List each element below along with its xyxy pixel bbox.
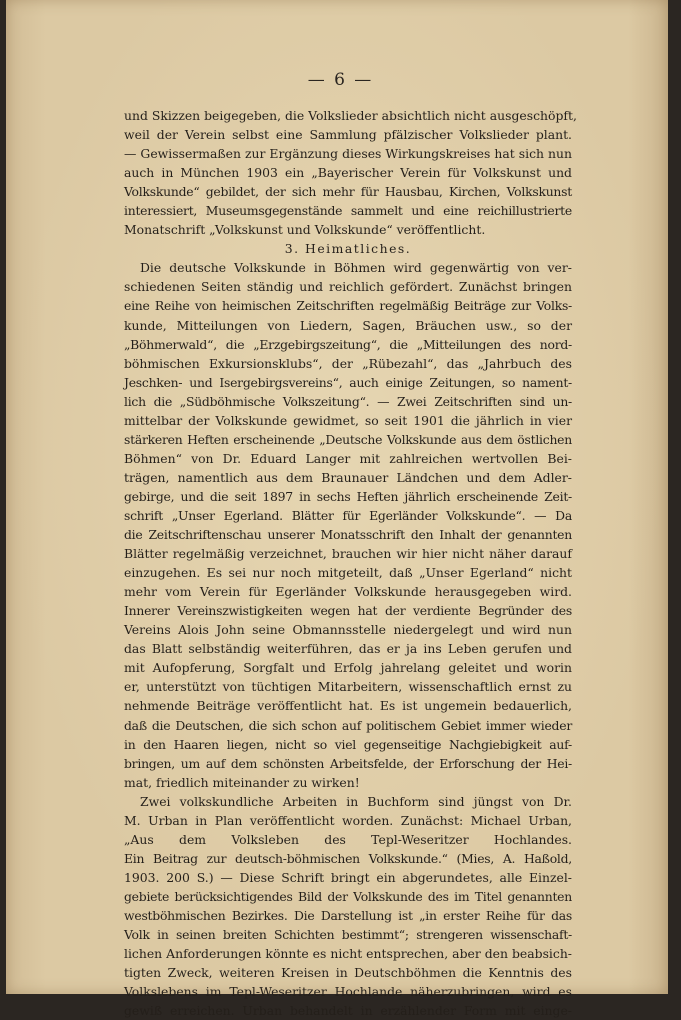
text-line: bringen, um auf dem schönsten Arbeitsfelde, der Erforschung der Hei- bbox=[124, 755, 572, 771]
text-line: einzugehen. Es sei nur noch mitgeteilt, daß „Unser Egerland“ nicht bbox=[124, 565, 572, 581]
text-line: M. Urban in Plan veröffentlicht worden. Zunächst: Michael Urban, bbox=[124, 812, 572, 828]
text-line: mittelbar der Volkskunde gewidmet, so seit 1901 die jährlich in vier bbox=[124, 412, 572, 428]
text-line: kunde, Mitteilungen von Liedern, Sagen, Bräuchen usw., so der bbox=[124, 317, 572, 333]
text-line: Volk in seinen breiten Schichten bestimmt“; strengeren wissenschaft- bbox=[124, 927, 572, 943]
text-line: Vereins Alois John seine Obmannsstelle niedergelegt und wird nun bbox=[124, 622, 572, 638]
text-line: Die deutsche Volkskunde in Böhmen wird gegenwärtig von ver- bbox=[140, 260, 572, 276]
text-line: mat, friedlich miteinander zu wirken! bbox=[124, 774, 360, 790]
text-line: auch in München 1903 ein „Bayerischer Verein für Volkskunst und bbox=[124, 165, 572, 181]
text-line: und Skizzen beigegeben, die Volkslieder absichtlich nicht ausgeschöpft, bbox=[124, 108, 577, 123]
text-line: tigten Zweck, weiteren Kreisen in Deutschböhmen die Kenntnis des bbox=[124, 965, 572, 981]
text-line: weil der Verein selbst eine Sammlung pfälzischer Volkslieder plant. bbox=[124, 127, 572, 143]
text-line: eine Reihe von heimischen Zeitschriften regelmäßig Beiträge zur Volks- bbox=[124, 298, 572, 314]
text-line: Böhmen“ von Dr. Eduard Langer mit zahlreichen wertvollen Bei- bbox=[124, 450, 572, 466]
text-line: „Aus dem Volksleben des Tepl-Weseritzer Hochlandes. bbox=[124, 831, 572, 847]
text-line: gebiete berücksichtigendes Bild der Volkskunde des im Titel genannten bbox=[124, 888, 572, 904]
text-line: er, unterstützt von tüchtigen Mitarbeitern, wissenschaftlich ernst zu bbox=[124, 679, 572, 695]
text-line: „Böhmerwald“, die „Erzgebirgszeitung“, die „Mitteilungen des nord- bbox=[124, 336, 572, 352]
section-heading: 3. Heimatliches. bbox=[284, 241, 412, 257]
text-line: lich die „Südböhmische Volkszeitung“. — Zwei Zeitschriften sind un- bbox=[124, 393, 572, 409]
text-line: die Zeitschriftenschau unserer Monatsschrift den Inhalt der genannten bbox=[124, 527, 572, 543]
text-line: Innerer Vereinszwistigkeiten wegen hat der verdiente Begründer des bbox=[124, 603, 572, 619]
text-line: in den Haaren liegen, nicht so viel gegenseitige Nachgiebigkeit auf- bbox=[124, 736, 572, 752]
text-line: Ein Beitrag zur deutsch-böhmischen Volkskunde.“ (Mies, A. Haßold, bbox=[124, 850, 572, 866]
text-line: Volkskunde“ gebildet, der sich mehr für Hausbau, Kirchen, Volkskunst bbox=[124, 184, 572, 200]
text-line: böhmischen Exkursionsklubs“, der „Rübezahl“, das „Jahrbuch des bbox=[124, 355, 572, 371]
text-line: stärkeren Heften erscheinende „Deutsche Volkskunde aus dem östlichen bbox=[124, 431, 572, 447]
body-text bbox=[124, 106, 577, 1020]
text-line: Monatschrift „Volkskunst und Volkskunde“ veröffentlicht. bbox=[124, 222, 486, 238]
text-line: Zwei volkskundliche Arbeiten in Buchform sind jüngst von Dr. bbox=[140, 793, 572, 809]
text-line: Volkslebens im Tepl-Weseritzer Hochlande näherzubringen, wird es bbox=[124, 984, 572, 1000]
text-line: westböhmischen Bezirkes. Die Darstellung ist „in erster Reihe für das bbox=[124, 907, 572, 923]
text-line: daß die Deutschen, die sich schon auf politischem Gebiet immer wieder bbox=[124, 717, 572, 733]
text-line: das Blatt selbständig weiterführen, das er ja ins Leben gerufen und bbox=[124, 641, 572, 657]
text-line: trägen, namentlich aus dem Braunauer Ländchen und dem Adler- bbox=[124, 469, 572, 485]
text-line: lichen Anforderungen könnte es nicht entsprechen, aber den beabsich- bbox=[124, 946, 572, 962]
text-line: schiedenen Seiten ständig und reichlich gefördert. Zunächst bringen bbox=[124, 279, 572, 295]
text-line: Jeschken- und Isergebirgsvereins“, auch einige Zeitungen, so nament- bbox=[124, 374, 572, 390]
text-line: interessiert, Museumsgegenstände sammelt und eine reichillustrierte bbox=[124, 203, 572, 219]
text-line: Blätter regelmäßig verzeichnet, brauchen wir hier nicht näher darauf bbox=[124, 546, 572, 562]
page-number: — 6 — bbox=[307, 70, 374, 90]
text-line: gebirge, und die seit 1897 in sechs Heften jährlich erscheinende Zeit- bbox=[124, 488, 572, 504]
text-line: mit Aufopferung, Sorgfalt und Erfolg jahrelang geleitet und worin bbox=[124, 660, 572, 676]
text-line: schrift „Unser Egerland. Blätter für Egerländer Volkskunde“. — Da bbox=[124, 507, 572, 523]
text-line: nehmende Beiträge veröffentlicht hat. Es ist ungemein bedauerlich, bbox=[124, 698, 572, 714]
text-line: gewiß erreichen. Urban behandelt in erzählender Form mit einge- bbox=[124, 1003, 572, 1019]
text-line: mehr vom Verein für Egerländer Volkskunde herausgegeben wird. bbox=[124, 584, 572, 600]
text-line: 1903. 200 S.) — Diese Schrift bringt ein abgerundetes, alle Einzel- bbox=[124, 869, 572, 885]
text-line: — Gewissermaßen zur Ergänzung dieses Wirkungskreises hat sich nun bbox=[124, 146, 572, 162]
